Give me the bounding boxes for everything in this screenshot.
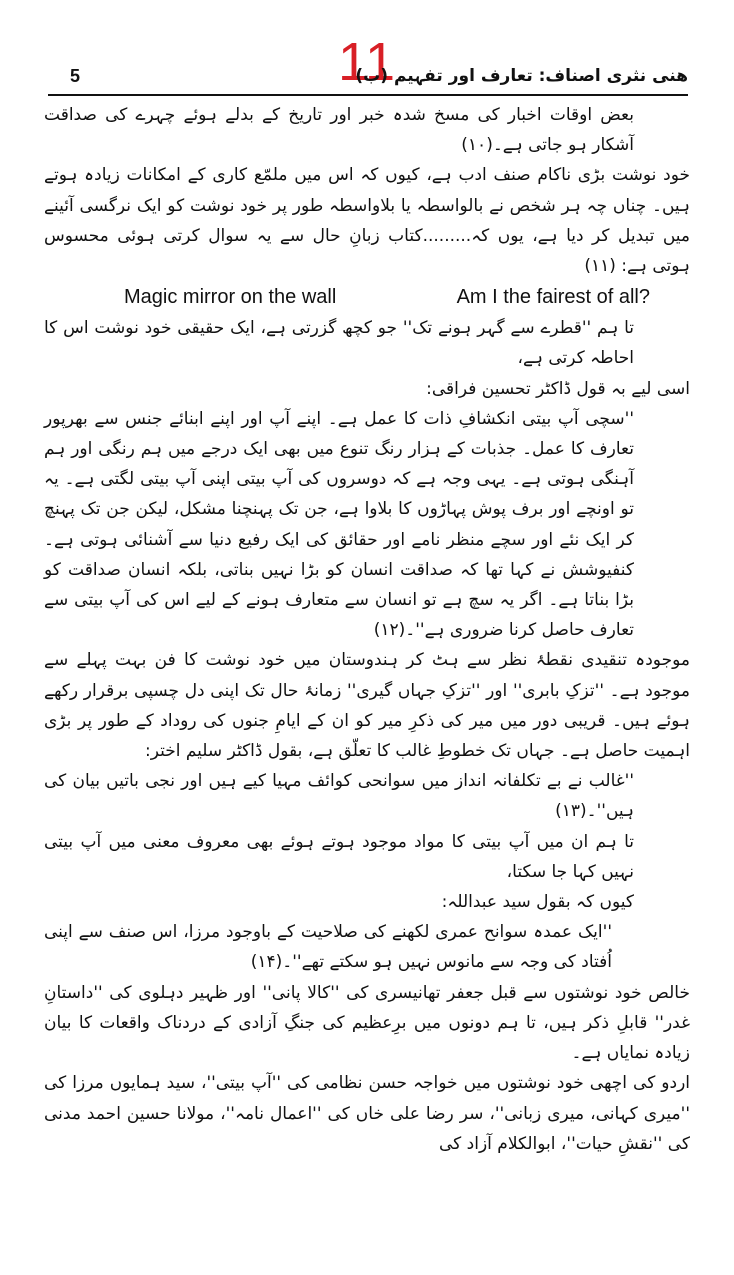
block-quote: ''سچی آپ بیتی انکشافِ ذات کا عمل ہے۔ اپنے آپ اور اپنے ابنائے جنس سے بھرپور تعارف کا عمل۔ جذبات کے ہزار رنگ تنوع میں بھی ایک درجے میں ہم رنگی اور ہم آہنگی ہوتی ہے۔ یہی وجہ ہے کہ دوسروں کی آپ بیتی اپنی آپ بیتی لگتی ہے۔ یہ تو اونچے اور برف پوش پہاڑوں کا بلاوا ہے، جن تک پہنچنا مشکل، لیکن جن تک پہنچ کر ایک نئے اور سچے منظر نامے اور حقائق کی ایک رفیع دنیا سے آشنائی ہوتی ہے۔ کنفیوشش نے کہا تھا کہ صداقت انسان کو بڑا نہیں بناتی، بلکہ انسان صداقت کو بڑا بناتا ہے۔ اگر یہ سچ ہے تو انسان سے متعارف ہونے کے لیے اس کی آپ بیتی سے تعارف حاصل کرنا ضروری ہے''۔(۱۲) [44,408,634,641]
verse-line: Magic mirror on the wall [124,286,337,309]
english-verse [44,281,690,313]
red-page-marker: 11 [337,32,397,92]
body-paragraph: کیوں کہ بقول سید عبداللہ: [441,892,634,913]
quote-continuation: بعض اوقات اخبار کی مسخ شدہ خبر اور تاریخ کے بدلے ہوئے چہرے کی صداقت آشکار ہو جاتی ہے۔(۱۰) [44,105,634,156]
body-paragraph: اردو کی اچھی خود نوشتوں میں خواجہ حسن نظامی کی ''آپ بیتی''، سید ہمایوں مرزا کی ''میری کہانی، میری زبانی''، سر رضا علی خاں کی ''اعمال نامہ''، مولانا حسین احمد مدنی کی ''نقشِ حیات''، ابوالکلام آزاد کی [44,1073,690,1154]
block-quote: ''غالب نے بے تکلفانہ انداز میں سوانحی کوائف مہیا کیے ہیں اور نجی باتیں بیان کی ہیں''۔(۱۳) [44,771,634,822]
body-paragraph: خود نوشت بڑی ناکام صنف ادب ہے، کیوں کہ اس میں ملمّع کاری کے امکانات زیادہ ہوتے ہیں۔ چناں چہ ہر شخص نے بالواسطہ یا بلاواسطہ طور پر خود نوشت کو ایک نرگسی آئینے میں تبدیل کر دیا ہے، یوں کہ.........کتاب زبانِ حال سے یہ سوال کرتی ہوئی محسوس ہوتی ہے: (۱۱) [44,165,690,277]
running-title: ھنی نثری اصناف: تعارف اور تفہیم (ب) [355,66,688,86]
page-body [44,100,690,1159]
body-paragraph: تا ہم ''قطرے سے گہر ہونے تک'' جو کچھ گزرتی ہے، ایک حقیقی خود نوشت اس کا احاطہ کرتی ہے، [44,318,634,369]
body-paragraph: خالص خود نوشتوں سے قبل جعفر تھانیسری کی ''کالا پانی'' اور ظہیر دہلوی کی ''داستانِ غدر'' قابلِ ذکر ہیں، تا ہم دونوں میں برِعظیم کی جنگِ آزادی کے دردناک واقعات کا بیان زیادہ نمایاں ہے۔ [44,982,690,1064]
body-paragraph: اسی لیے بہ قول ڈاکٹر تحسین فراقی: [426,378,690,399]
block-quote: ''ایک عمدہ سوانح عمری لکھنے کی صلاحیت کے باوجود مرزا، اس صنف سے اپنی اُفتاد کی وجہ سے مانوس نہیں ہو سکتے تھے''۔(۱۴) [44,922,612,973]
body-paragraph: تا ہم ان میں آپ بیتی کا مواد موجود ہوتے ہوئے بھی معروف معنی میں آپ بیتی نہیں کہا جا سکتا، [44,831,634,882]
page-header [48,64,688,96]
page-number: 5 [70,66,81,86]
verse-line: Am I the fairest of all? [456,286,650,309]
body-paragraph: موجودہ تنقیدی نقطۂ نظر سے ہٹ کر ہندوستان میں خود نوشت کا فن بہت پہلے سے موجود ہے۔ ''تزکِ بابری'' اور ''تزکِ جہاں گیری'' زمانۂ حال تک اپنی دل چسپی برقرار رکھے ہوئے ہیں۔ قریبی دور میں میر کی ذکرِ میر کو ان کے ایامِ جنوں کی روداد کے طور پر بڑی اہمیت حاصل ہے۔ جہاں تک خطوطِ غالب کا تعلّق ہے، بقول ڈاکٹر سلیم اختر: [44,650,690,762]
